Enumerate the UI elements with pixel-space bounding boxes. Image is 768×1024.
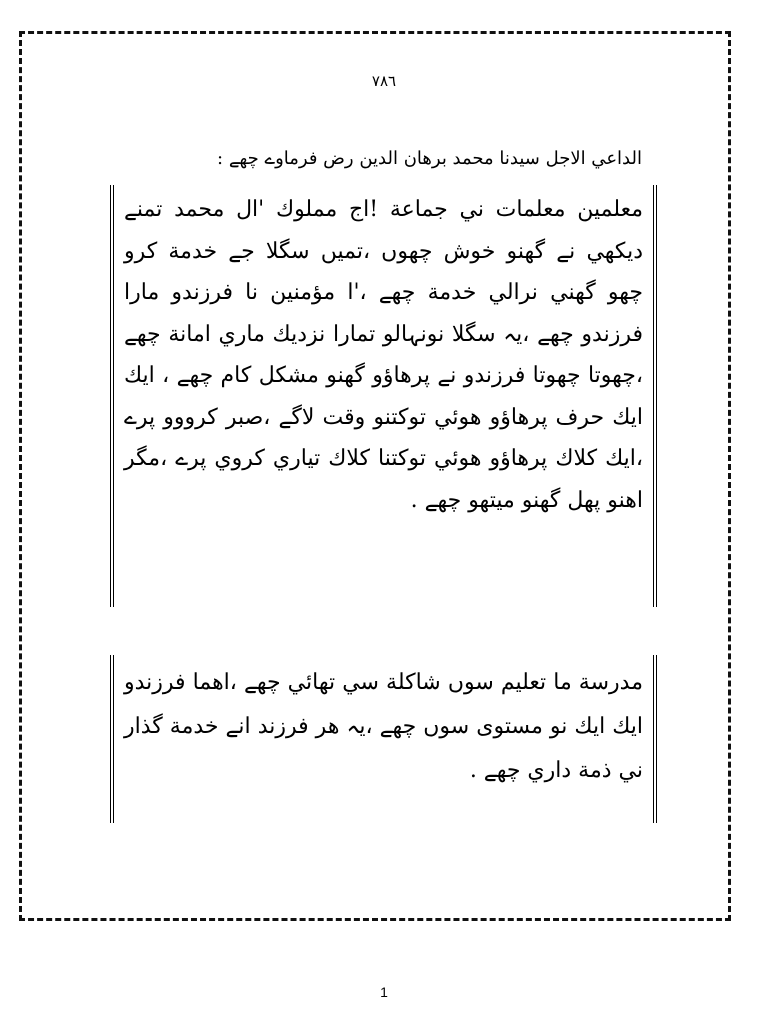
paragraph-text: مدرسة ما تعليم سوں شاكلة سي تھائي چھے ،اهما فرزندو ايك ايك نو مستوى سوں چھے ،يہ هر فرزند انے خدمة گذار ني ذمة داري چھے . [124,670,643,783]
page-header-number: ٧٨٦ [371,72,397,90]
intro-line: الداعي الاجل سيدنا محمد برهان الدين رض فرماوے چھے : [217,148,642,169]
page-footer-number: 1 [380,984,388,1000]
paragraph-text: معلمين معلمات ني جماعة !اج مملوك 'ال محمد تمنے ديكهي نے گهنو خوش چھوں ،تميں سگلا جے خدمة كرو چھو گهني نرالي خدمة چھے ،'ا مؤمنين نا فرزندو مارا فرزندو چھے ،يہ سگلا نونہالو تمارا نزديك ماري امانة چھے ،چھوتا چھوتا فرزندو نے پرهاؤو گهنو مشكل كام چھے ، ايك ايك حرف پرهاؤو هوئي توكتنو وقت لاگے ،صبر كرووو پرے ،ايك كلاك پرهاؤو هوئي توكتنا كلاك تياري كروي پرے ،مگر اهنو پهل گهنو ميتهو چھے . [124,197,643,513]
paragraph-box-1 [110,185,657,607]
paragraph-box-2 [110,655,657,823]
